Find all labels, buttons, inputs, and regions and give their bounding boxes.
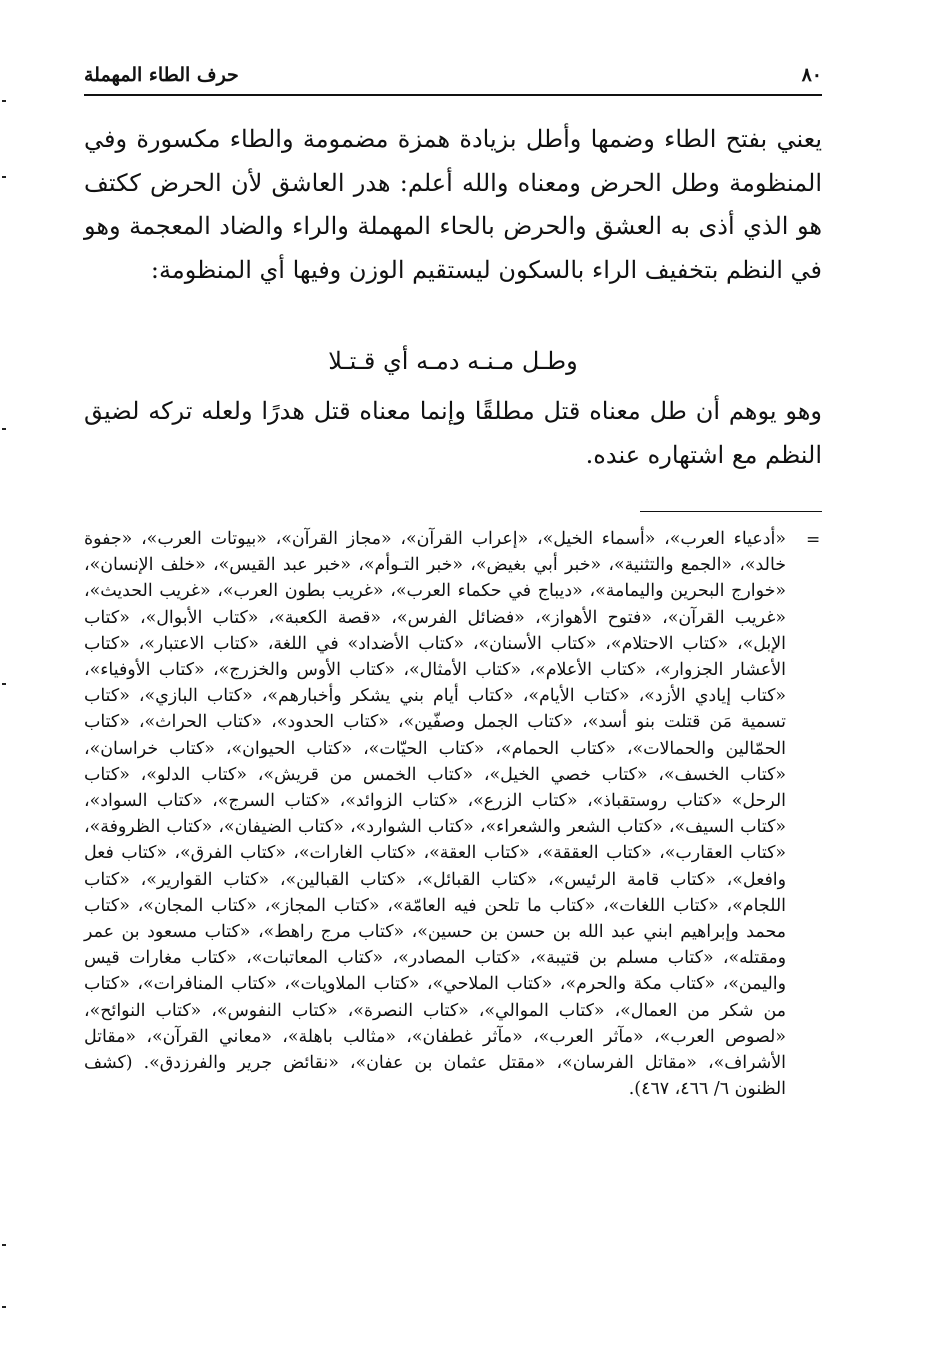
scan-edge-mark: [2, 1306, 6, 1308]
scan-edge-mark: [2, 1244, 6, 1246]
scan-edge-mark: [2, 100, 6, 102]
scan-edge-mark: [2, 176, 6, 178]
page-header: [84, 62, 822, 96]
page-number: ٨٠: [801, 64, 822, 86]
footnote-continuation-marker: =: [806, 530, 821, 550]
main-paragraph-1: يعني بفتح الطاء وضمها وأطل بزيادة همزة مضمومة والطاء مكسورة وفي المنظومة وطل الحرض ومعناه والله أعلم: هدر العاشق لأن الحرض ككتف هو الذي أذى به العشق والحرض بالحاء المهملة والراء والضاد المعجمة وهو في النظم بتخفيف الراء بالسكون ليستقيم الوزن وفيها أي المنظومة:: [84, 125, 822, 284]
footnote-separator: [640, 511, 822, 512]
scan-edge-mark: [2, 428, 6, 430]
verse-line: وطـل مـنـه دمـه أي قـتـلا: [328, 347, 578, 375]
running-title: حرف الطاء المهملة: [84, 64, 239, 86]
footnote-text: «أدعياء العرب»، «أسماء الخيل»، «إعراب القرآن»، «مجاز القرآن»، «بيوتات العرب»، «جفوة خالد»، «الجمع والتثنية»، «خبر أبي بغيض»، «خبر التـوأم»، «خبر عبد القيس»، «خلف الإنسان»، «خوارج البحرين واليمامة»، «ديباج في حكماء العرب»، «غريب بطون العرب»، «غريب الحديث»، «غريب القرآن»، «فتوح الأهواز»، «فضائل الفرس»، «قصة الكعبة»، «كتاب الأبوال»، «كتاب الإبل»، «كتاب الاحتلام»، «كتاب الأسنان»، «كتاب الأضداد» في اللغة، «كتاب الاعتبار»، «كتاب الأعشار الجزوار»، «كتاب الأعلام»، «كتاب الأمثال»، «كتاب الأوس والخزرج»، «كتاب الأوفياء»، «كتاب إيادي الأزد»، «كتاب الأيام»، «كتاب أيام بني يشكر وأخبارهم»، «كتاب البازي»، «كتاب تسمية مَن قتلت بنو أسد»، «كتاب الجمل وصفّين»، «كتاب الحدود»، «كتاب الحراث»، «كتاب الحمّالين والحمالات»، «كتاب الحمام»، «كتاب الحيّات»، «كتاب الحيوان»، «كتاب خراسان»، «كتاب الخسف»، «كتاب خصي الخيل»، «كتاب الخمس من قريش»، «كتاب الدلو»، «كتاب الرحل» «كتاب روستقباذ»، «كتاب الزرع»، «كتاب الزوائد»، «كتاب السرج»، «كتاب السواد»، «كتاب السيف»، «كتاب الشعر والشعراء»، «كتاب الشوارد»، «كتاب الضيفان»، «كتاب الظروفة»، «كتاب العقارب»، «كتاب العققة»، «كتاب العقة»، «كتاب الغارات»، «كتاب الفرق»، «كتاب فعل وافعل»، «كتاب قامة الرئيس»، «كتاب القبائل»، «كتاب القبالين»، «كتاب القوارير»، «كتاب اللجام»، «كتاب اللغات»، «كتاب ما تلحن فيه العامّة»، «كتاب المجاز»، «كتاب المجان»، «كتاب محمد وإبراهيم ابني عبد الله بن حسن بن حسين»، «كتاب مرج راهط»، «كتاب مسعود بن عمر ومقتله»، «كتاب مسلم بن قتيبة»، «كتاب المصادر»، «كتاب المعاتبات»، «كتاب مغارات قيس واليمن»، «كتاب مكة والحرم»، «كتاب الملاحي»، «كتاب الملاويات»، «كتاب المنافرات»، «كتاب من شكر من العمال»، «كتاب الموالي»، «كتاب النصرة»، «كتاب النفوس»، «كتاب النوائح»، «لصوص العرب»، «مآثر العرب»، «مآثر غطفان»، «مثالب باهلة»، «معاني القرآن»، «مقاتل الأشراف»، «مقاتل الفرسان»، «مقتل عثمان بن عفان»، «نقائض جرير والفرزدق». (كشف الظنون ٦/ ٤٦٦، ٤٦٧).: [84, 529, 786, 1100]
scan-edge-mark: [2, 683, 6, 685]
main-paragraph-2: وهو يوهم أن طل معناه قتل مطلقًا وإنما معناه قتل هدرًا ولعله تركه لضيق النظم مع اشتهاره عنده.: [84, 397, 822, 469]
